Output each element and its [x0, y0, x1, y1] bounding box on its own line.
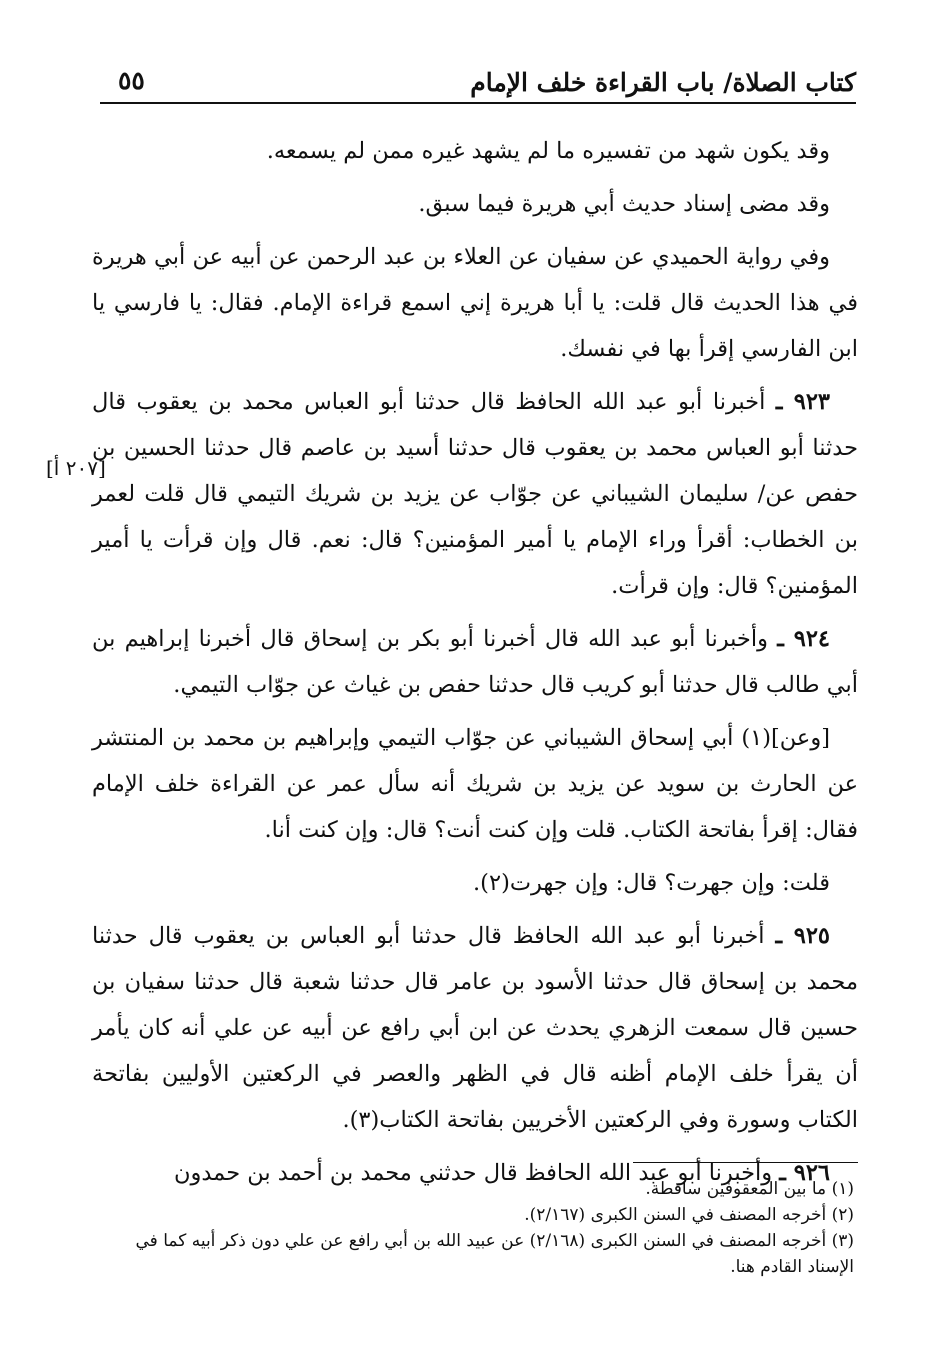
paragraph-text: [وعن](١) أبي إسحاق الشيباني عن جوّاب التيمي وإبراهيم بن محمد بن المنتشر عن الحارث بن سويد عن يزيد بن شريك أنه سأل عمر عن القراءة خلف الإمام فقال: إقرأ بفاتحة الكتاب. قلت وإن كنت أنت؟ قال: وإن كنت أنا. — [92, 725, 858, 843]
paragraph-text: قلت: وإن جهرت؟ قال: وإن جهرت(٢). — [473, 870, 830, 896]
paragraph — [92, 128, 858, 174]
page-number: ٥٥ — [118, 66, 145, 95]
paragraph — [92, 181, 858, 227]
footnotes — [100, 1176, 854, 1280]
manuscript-folio-reference: [٢٠٧ أ] — [46, 456, 106, 480]
hadith-text: وأخبرنا أبو عبد الله قال أخبرنا أبو بكر بن إسحاق قال أخبرنا إبراهيم بن أبي طالب قال حدثنا أبو كريب قال حدثنا حفص بن غياث عن جوّاب التيمي. — [92, 626, 858, 698]
running-header — [100, 60, 856, 104]
paragraph — [92, 234, 858, 372]
paragraph-text: وقد مضى إسناد حديث أبي هريرة فيما سبق. — [418, 191, 830, 217]
hadith-923 — [92, 379, 858, 609]
footnote-2: (٢) أخرجه المصنف في السنن الكبرى (٢/١٦٧). — [524, 1205, 854, 1225]
hadith-text: أخبرنا أبو عبد الله الحافظ قال حدثنا أبو العباس بن يعقوب قال حدثنا محمد بن إسحاق قال حدثنا الأسود بن عامر قال حدثنا شعبة قال حدثنا سفيان بن حسين قال سمعت الزهري يحدث عن ابن أبي رافع عن أبيه عن علي أنه كان يأمر أن يقرأ خلف الإمام أظنه قال في الظهر والعصر في الركعتين الأوليين بفاتحة الكتاب وسورة وفي الركعتين الأخريين بفاتحة الكتاب(٣). — [92, 923, 858, 1133]
hadith-text: أخبرنا أبو عبد الله الحافظ قال حدثنا أبو العباس محمد بن يعقوب قال حدثنا أبو العباس محمد بن يعقوب قال حدثنا أسيد بن عاصم قال حدثنا الحسين بن حفص عن/ سليمان الشيباني عن جوّاب عن يزيد بن شريك التيمي قال قلت لعمر بن الخطاب: أقرأ وراء الإمام يا أمير المؤمنين؟ قال: نعم. قال وإن قرأت يا أمير المؤمنين؟ قال: وإن قرأت. — [92, 389, 858, 599]
paragraph — [92, 860, 858, 906]
hadith-number: ٩٢٤ ـ — [777, 626, 830, 652]
hadith-number: ٩٢٣ ـ — [775, 389, 830, 415]
chapter-title: كتاب الصلاة/ باب القراءة خلف الإمام — [470, 68, 856, 97]
footnote-3: (٣) أخرجه المصنف في السنن الكبرى (٢/١٦٨) عن عبيد الله بن أبي رافع عن علي دون ذكر أبيه كما في الإسناد القادم هنا. — [135, 1231, 854, 1277]
hadith-text: وأخبرنا أبو عبد الله الحافظ قال حدثني محمد بن أحمد بن حمدون — [173, 1160, 773, 1186]
hadith-number: ٩٢٥ ـ — [775, 923, 830, 949]
paragraph-text: وفي رواية الحميدي عن سفيان عن العلاء بن عبد الرحمن عن أبيه عن أبي هريرة في هذا الحديث قال قلت: يا أبا هريرة إني اسمع قراءة الإمام. فقال: يا فارسي يا ابن الفارسي إقرأ بها في نفسك. — [92, 244, 858, 362]
header-divider — [100, 102, 856, 104]
footnote-1: (١) ما بين المعقوفين ساقطة. — [645, 1179, 854, 1199]
paragraph-text: وقد يكون شهد من تفسيره ما لم يشهد غيره ممن لم يسمعه. — [266, 138, 830, 164]
paragraph — [92, 715, 858, 853]
main-text — [92, 128, 858, 1203]
hadith-925 — [92, 913, 858, 1143]
hadith-924 — [92, 616, 858, 708]
hadith-number: ٩٢٦ ـ — [779, 1160, 830, 1186]
footnote-divider — [633, 1162, 858, 1163]
